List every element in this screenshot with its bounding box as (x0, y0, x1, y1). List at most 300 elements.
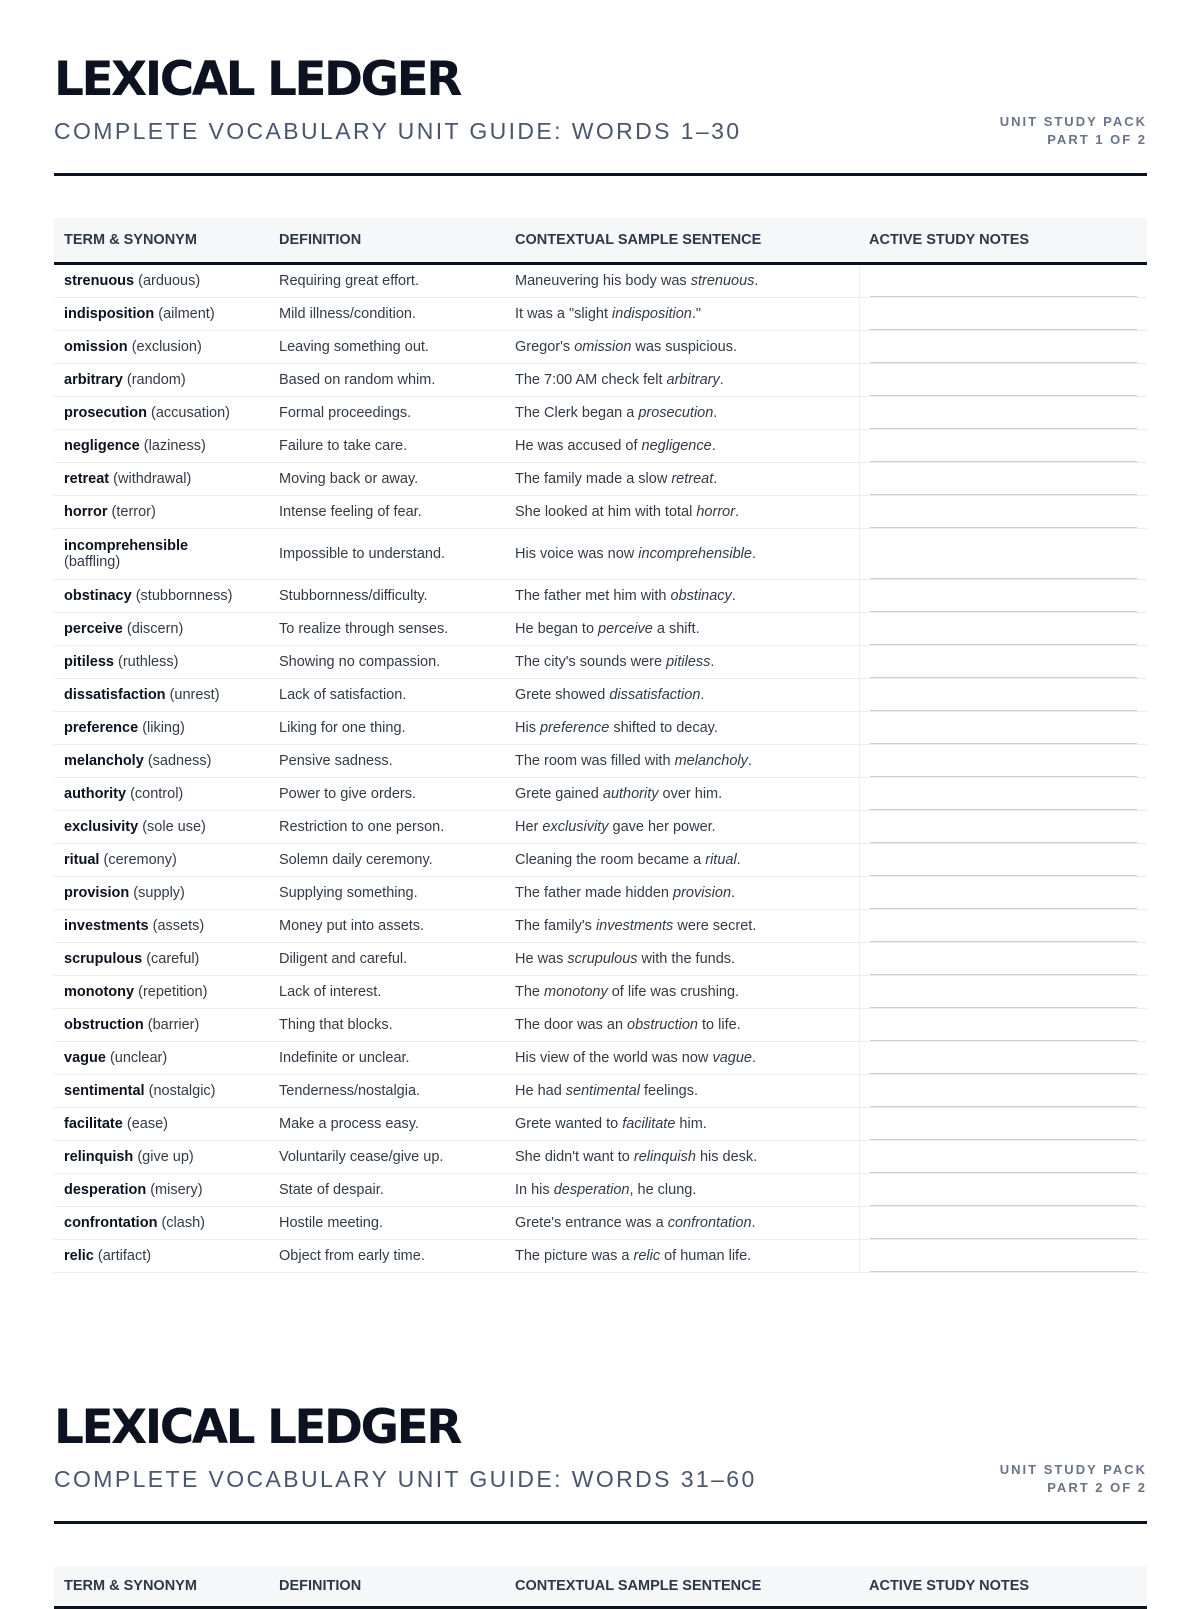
sentence-text: . (747, 753, 752, 769)
sentence-text: . (719, 372, 724, 388)
sample-sentence-cell (505, 1108, 859, 1141)
definition-cell: Impossible to understand. (269, 529, 505, 580)
sample-sentence-cell (505, 976, 859, 1009)
sample-sentence-cell (505, 529, 859, 580)
definition-cell: Solemn daily ceremony. (269, 844, 505, 877)
term-synonym: (discern) (126, 621, 184, 637)
sentence-text: shifted to decay. (609, 720, 718, 736)
sentence-text: The Clerk began a (515, 405, 639, 421)
table-row (54, 1009, 1147, 1042)
sentence-highlight: confrontation (667, 1215, 752, 1231)
definition-cell: Leaving something out. (269, 331, 505, 364)
table-row (54, 496, 1147, 529)
brand-title: LEXICAL LEDGER (54, 1400, 460, 1455)
study-notes-cell[interactable] (859, 712, 1147, 745)
term-word: arbitrary (64, 372, 123, 388)
sample-sentence-cell (505, 463, 859, 496)
term-word: facilitate (64, 1116, 123, 1132)
term-word: obstruction (64, 1017, 144, 1033)
table-row (54, 613, 1147, 646)
sentence-text: He had (515, 1083, 566, 1099)
term-synonym: (repetition) (138, 984, 208, 1000)
sentence-text: The (515, 984, 545, 1000)
term-cell (54, 1174, 269, 1207)
sentence-text: The family's (515, 918, 596, 934)
page-header (54, 1400, 1147, 1524)
study-notes-cell[interactable] (859, 264, 1147, 298)
sentence-text: Maneuvering his body was (515, 273, 691, 289)
sample-sentence-cell (505, 910, 859, 943)
study-notes-cell[interactable] (859, 1042, 1147, 1075)
term-cell (54, 397, 269, 430)
term-cell (54, 298, 269, 331)
sentence-text: . (713, 471, 718, 487)
sentence-highlight: desperation (553, 1182, 630, 1198)
sentence-text: The room was filled with (515, 753, 675, 769)
definition-cell: Lack of interest. (269, 976, 505, 1009)
column-header-definition: DEFINITION (269, 1566, 505, 1608)
sentence-text: Gregor's (515, 339, 575, 355)
sentence-text: . (736, 852, 741, 868)
table-row (54, 397, 1147, 430)
sentence-text: It was a "slight (515, 306, 613, 322)
sentence-text: Her (515, 819, 543, 835)
definition-cell: Object from early time. (269, 1240, 505, 1273)
sample-sentence-cell (505, 1240, 859, 1273)
sentence-highlight: melancholy (674, 753, 748, 769)
definition-cell: Mild illness/condition. (269, 298, 505, 331)
definition-cell: Make a process easy. (269, 1108, 505, 1141)
sentence-highlight: obstruction (627, 1017, 698, 1033)
pack-label: UNIT STUDY PACK (999, 114, 1147, 129)
notes-writing-line (870, 1271, 1138, 1272)
term-cell (54, 1108, 269, 1141)
brand-title: LEXICAL LEDGER (54, 52, 460, 107)
study-notes-cell[interactable] (859, 679, 1147, 712)
study-notes-cell[interactable] (859, 1075, 1147, 1108)
sentence-highlight: relic (633, 1248, 661, 1264)
term-word: investments (64, 918, 149, 934)
sentence-highlight: omission (574, 339, 632, 355)
header-divider (54, 173, 1147, 176)
definition-cell: Hostile meeting. (269, 1207, 505, 1240)
term-cell (54, 811, 269, 844)
term-synonym: (ruthless) (118, 654, 179, 670)
study-notes-cell[interactable] (859, 529, 1147, 580)
sentence-text: His view of the world was now (515, 1050, 713, 1066)
definition-cell: Requiring great effort. (269, 264, 505, 298)
term-word: dissatisfaction (64, 687, 166, 703)
definition-cell: Moving back or away. (269, 463, 505, 496)
term-synonym: (withdrawal) (113, 471, 192, 487)
term-word: omission (64, 339, 128, 355)
sentence-text: Cleaning the room became a (515, 852, 706, 868)
sentence-highlight: obstinacy (670, 588, 732, 604)
study-notes-cell[interactable] (859, 298, 1147, 331)
sample-sentence-cell (505, 1075, 859, 1108)
table-row (54, 580, 1147, 613)
term-word: perceive (64, 621, 123, 637)
table-row (54, 910, 1147, 943)
sentence-highlight: strenuous (690, 273, 755, 289)
term-synonym: (accusation) (151, 405, 230, 421)
table-row (54, 1207, 1147, 1240)
term-word: confrontation (64, 1215, 158, 1231)
sample-sentence-cell (505, 646, 859, 679)
term-word: vague (64, 1050, 106, 1066)
study-notes-cell[interactable] (859, 430, 1147, 463)
term-synonym: (unrest) (169, 687, 220, 703)
sample-sentence-cell (505, 496, 859, 529)
table-row (54, 811, 1147, 844)
term-cell (54, 712, 269, 745)
study-notes-cell[interactable] (859, 397, 1147, 430)
sentence-text: In his (515, 1182, 554, 1198)
sentence-text: , he clung. (629, 1182, 697, 1198)
term-word: sentimental (64, 1083, 145, 1099)
term-word: obstinacy (64, 588, 132, 604)
sentence-text: a shift. (652, 621, 700, 637)
sentence-text: with the funds. (637, 951, 736, 967)
table-row (54, 1174, 1147, 1207)
term-word: exclusivity (64, 819, 139, 835)
sentence-highlight: pitiless (666, 654, 711, 670)
page-header (54, 52, 1147, 176)
term-synonym: (exclusion) (131, 339, 202, 355)
sentence-text: His voice was now (515, 546, 639, 562)
term-synonym: (assets) (152, 918, 205, 934)
term-cell (54, 529, 269, 580)
column-header-sentence: CONTEXTUAL SAMPLE SENTENCE (505, 218, 859, 264)
sentence-highlight: incomprehensible (638, 546, 752, 562)
term-synonym: (terror) (111, 504, 156, 520)
part-label: PART 1 OF 2 (1047, 132, 1147, 147)
term-word: negligence (64, 438, 140, 454)
table-row (54, 976, 1147, 1009)
term-cell (54, 646, 269, 679)
sentence-text: feelings. (639, 1083, 698, 1099)
unit-guide-subtitle: COMPLETE VOCABULARY UNIT GUIDE: WORDS 1–30 (54, 118, 742, 144)
sentence-text: his desk. (695, 1149, 758, 1165)
sentence-text: His (515, 720, 540, 736)
term-synonym: (nostalgic) (148, 1083, 216, 1099)
study-notes-cell[interactable] (859, 613, 1147, 646)
sentence-text: him. (675, 1116, 707, 1132)
definition-cell: Liking for one thing. (269, 712, 505, 745)
term-cell (54, 364, 269, 397)
sample-sentence-cell (505, 712, 859, 745)
term-cell (54, 1207, 269, 1240)
sample-sentence-cell (505, 613, 859, 646)
sentence-highlight: exclusivity (542, 819, 609, 835)
term-word: strenuous (64, 273, 135, 289)
term-word: retreat (64, 471, 110, 487)
sentence-text: ." (691, 306, 702, 322)
table-row (54, 463, 1147, 496)
term-word: authority (64, 786, 127, 802)
term-cell (54, 1141, 269, 1174)
term-synonym: (supply) (133, 885, 185, 901)
term-cell (54, 679, 269, 712)
column-header-sentence: CONTEXTUAL SAMPLE SENTENCE (505, 1566, 859, 1608)
term-synonym: (give up) (137, 1149, 194, 1165)
sentence-highlight: scrupulous (567, 951, 638, 967)
study-notes-cell[interactable] (859, 943, 1147, 976)
term-cell (54, 331, 269, 364)
sentence-text: to life. (697, 1017, 741, 1033)
sample-sentence-cell (505, 877, 859, 910)
term-word: prosecution (64, 405, 147, 421)
term-cell (54, 1075, 269, 1108)
term-synonym: (unclear) (109, 1050, 168, 1066)
sentence-text: . (731, 885, 736, 901)
term-word: indisposition (64, 306, 155, 322)
term-cell (54, 1009, 269, 1042)
sample-sentence-cell (505, 1141, 859, 1174)
term-synonym: (sole use) (142, 819, 206, 835)
table-row (54, 1141, 1147, 1174)
term-synonym: (ailment) (158, 306, 215, 322)
sentence-text: were secret. (673, 918, 757, 934)
study-notes-cell[interactable] (859, 1174, 1147, 1207)
term-cell (54, 613, 269, 646)
study-pack-page-1 (54, 52, 1147, 1264)
sample-sentence-cell (505, 580, 859, 613)
table-row (54, 712, 1147, 745)
term-cell (54, 463, 269, 496)
term-synonym: (misery) (150, 1182, 203, 1198)
pack-label: UNIT STUDY PACK (999, 1462, 1147, 1477)
definition-cell: Failure to take care. (269, 430, 505, 463)
term-word: scrupulous (64, 951, 143, 967)
term-synonym: (ease) (126, 1116, 168, 1132)
sentence-text: Grete showed (515, 687, 610, 703)
sentence-text: over him. (658, 786, 723, 802)
definition-cell: Based on random whim. (269, 364, 505, 397)
term-word: horror (64, 504, 108, 520)
sample-sentence-cell (505, 679, 859, 712)
definition-cell: Pensive sadness. (269, 745, 505, 778)
sample-sentence-cell (505, 1042, 859, 1075)
sentence-text: Grete wanted to (515, 1116, 623, 1132)
study-notes-cell[interactable] (859, 976, 1147, 1009)
unit-guide-subtitle: COMPLETE VOCABULARY UNIT GUIDE: WORDS 31–60 (54, 1466, 757, 1492)
table-row (54, 745, 1147, 778)
sentence-text: She didn't want to (515, 1149, 634, 1165)
table-header-row (54, 1566, 1147, 1608)
study-notes-cell[interactable] (859, 778, 1147, 811)
sentence-highlight: investments (595, 918, 674, 934)
table-row (54, 778, 1147, 811)
study-notes-cell[interactable] (859, 1009, 1147, 1042)
sample-sentence-cell (505, 745, 859, 778)
sentence-highlight: facilitate (622, 1116, 676, 1132)
study-notes-cell[interactable] (859, 1141, 1147, 1174)
term-word: melancholy (64, 753, 144, 769)
sentence-text: . (711, 438, 716, 454)
sample-sentence-cell (505, 430, 859, 463)
sentence-text: Grete gained (515, 786, 603, 802)
term-cell (54, 877, 269, 910)
sentence-highlight: vague (712, 1050, 752, 1066)
sentence-text: The family made a slow (515, 471, 672, 487)
term-word: monotony (64, 984, 135, 1000)
sentence-text: The 7:00 AM check felt (515, 372, 667, 388)
sentence-text: of human life. (660, 1248, 752, 1264)
sample-sentence-cell (505, 844, 859, 877)
term-synonym: (stubbornness) (135, 588, 233, 604)
term-cell (54, 844, 269, 877)
sample-sentence-cell (505, 264, 859, 298)
study-notes-cell[interactable] (859, 844, 1147, 877)
definition-cell: Tenderness/nostalgia. (269, 1075, 505, 1108)
study-notes-cell[interactable] (859, 496, 1147, 529)
study-notes-cell[interactable] (859, 877, 1147, 910)
table-row (54, 364, 1147, 397)
term-synonym: (sadness) (147, 753, 212, 769)
study-notes-cell[interactable] (859, 331, 1147, 364)
term-word: incomprehensible (64, 538, 189, 554)
table-row (54, 331, 1147, 364)
table-row (54, 679, 1147, 712)
sentence-text: She looked at him with total (515, 504, 697, 520)
vocabulary-table (54, 1566, 1147, 1609)
term-word: desperation (64, 1182, 147, 1198)
study-notes-cell[interactable] (859, 1207, 1147, 1240)
sentence-text: . (751, 1050, 756, 1066)
term-cell (54, 1042, 269, 1075)
vocabulary-rows (54, 264, 1147, 1273)
sentence-highlight: preference (539, 720, 610, 736)
sample-sentence-cell (505, 397, 859, 430)
study-notes-cell[interactable] (859, 580, 1147, 613)
term-synonym: (laziness) (143, 438, 206, 454)
definition-cell: Showing no compassion. (269, 646, 505, 679)
sentence-highlight: perceive (598, 621, 653, 637)
sentence-text: The door was an (515, 1017, 628, 1033)
sample-sentence-cell (505, 1174, 859, 1207)
sentence-highlight: prosecution (638, 405, 714, 421)
table-row (54, 646, 1147, 679)
definition-cell: Stubbornness/difficulty. (269, 580, 505, 613)
study-notes-cell[interactable] (859, 364, 1147, 397)
sentence-text: . (735, 504, 740, 520)
sentence-text: He was accused of (515, 438, 642, 454)
term-word: preference (64, 720, 139, 736)
table-row (54, 943, 1147, 976)
definition-cell: State of despair. (269, 1174, 505, 1207)
sentence-text: was suspicious. (631, 339, 737, 355)
table-row (54, 1075, 1147, 1108)
term-word: relic (64, 1248, 94, 1264)
definition-cell: Indefinite or unclear. (269, 1042, 505, 1075)
header-divider (54, 1521, 1147, 1524)
table-row (54, 430, 1147, 463)
term-cell (54, 745, 269, 778)
table-row (54, 264, 1147, 298)
term-word: provision (64, 885, 130, 901)
definition-cell: To realize through senses. (269, 613, 505, 646)
study-pack-page-2 (54, 1400, 1147, 1594)
sample-sentence-cell (505, 298, 859, 331)
column-header-term: TERM & SYNONYM (54, 1566, 269, 1608)
study-notes-cell[interactable] (859, 646, 1147, 679)
term-cell (54, 430, 269, 463)
term-synonym: (careful) (146, 951, 200, 967)
sentence-text: . (713, 405, 718, 421)
term-synonym: (control) (130, 786, 184, 802)
term-synonym: (liking) (142, 720, 185, 736)
sentence-text: The father met him with (515, 588, 671, 604)
study-notes-cell[interactable] (859, 745, 1147, 778)
table-row (54, 1240, 1147, 1273)
sentence-highlight: provision (673, 885, 732, 901)
part-label: PART 2 OF 2 (1047, 1480, 1147, 1495)
term-synonym: (random) (126, 372, 186, 388)
sentence-highlight: relinquish (633, 1149, 696, 1165)
sentence-text: of life was crushing. (607, 984, 740, 1000)
sentence-text: The picture was a (515, 1248, 634, 1264)
study-notes-cell[interactable] (859, 463, 1147, 496)
sentence-text: He was (515, 951, 568, 967)
vocabulary-table (54, 218, 1147, 1273)
definition-cell: Formal proceedings. (269, 397, 505, 430)
definition-cell: Restriction to one person. (269, 811, 505, 844)
table-row (54, 1042, 1147, 1075)
definition-cell: Diligent and careful. (269, 943, 505, 976)
definition-cell: Voluntarily cease/give up. (269, 1141, 505, 1174)
sentence-highlight: dissatisfaction (609, 687, 701, 703)
table-header-row (54, 218, 1147, 264)
definition-cell: Power to give orders. (269, 778, 505, 811)
table-row (54, 877, 1147, 910)
sentence-text: . (754, 273, 759, 289)
term-word: pitiless (64, 654, 114, 670)
pack-info (1000, 113, 1147, 149)
sentence-highlight: indisposition (612, 306, 692, 322)
term-cell (54, 910, 269, 943)
sentence-text: . (710, 654, 715, 670)
term-synonym: (arduous) (138, 273, 201, 289)
table-row (54, 298, 1147, 331)
definition-cell: Thing that blocks. (269, 1009, 505, 1042)
table-row (54, 529, 1147, 580)
term-cell (54, 264, 269, 298)
study-notes-cell[interactable] (859, 1108, 1147, 1141)
term-synonym: (barrier) (147, 1017, 200, 1033)
term-cell (54, 778, 269, 811)
sentence-highlight: sentimental (565, 1083, 640, 1099)
sentence-text: gave her power. (608, 819, 716, 835)
sentence-text: He began to (515, 621, 599, 637)
definition-cell: Money put into assets. (269, 910, 505, 943)
sentence-text: . (731, 588, 736, 604)
sentence-text: Grete's entrance was a (515, 1215, 668, 1231)
sentence-highlight: ritual (705, 852, 737, 868)
column-header-definition: DEFINITION (269, 218, 505, 264)
study-notes-cell[interactable] (859, 1240, 1147, 1273)
term-cell (54, 976, 269, 1009)
definition-cell: Lack of satisfaction. (269, 679, 505, 712)
table-row (54, 1108, 1147, 1141)
column-header-term: TERM & SYNONYM (54, 218, 269, 264)
sentence-highlight: arbitrary (666, 372, 720, 388)
term-cell (54, 580, 269, 613)
term-synonym: (baffling) (64, 554, 121, 570)
term-word: relinquish (64, 1149, 134, 1165)
study-notes-cell[interactable] (859, 910, 1147, 943)
study-notes-cell[interactable] (859, 811, 1147, 844)
